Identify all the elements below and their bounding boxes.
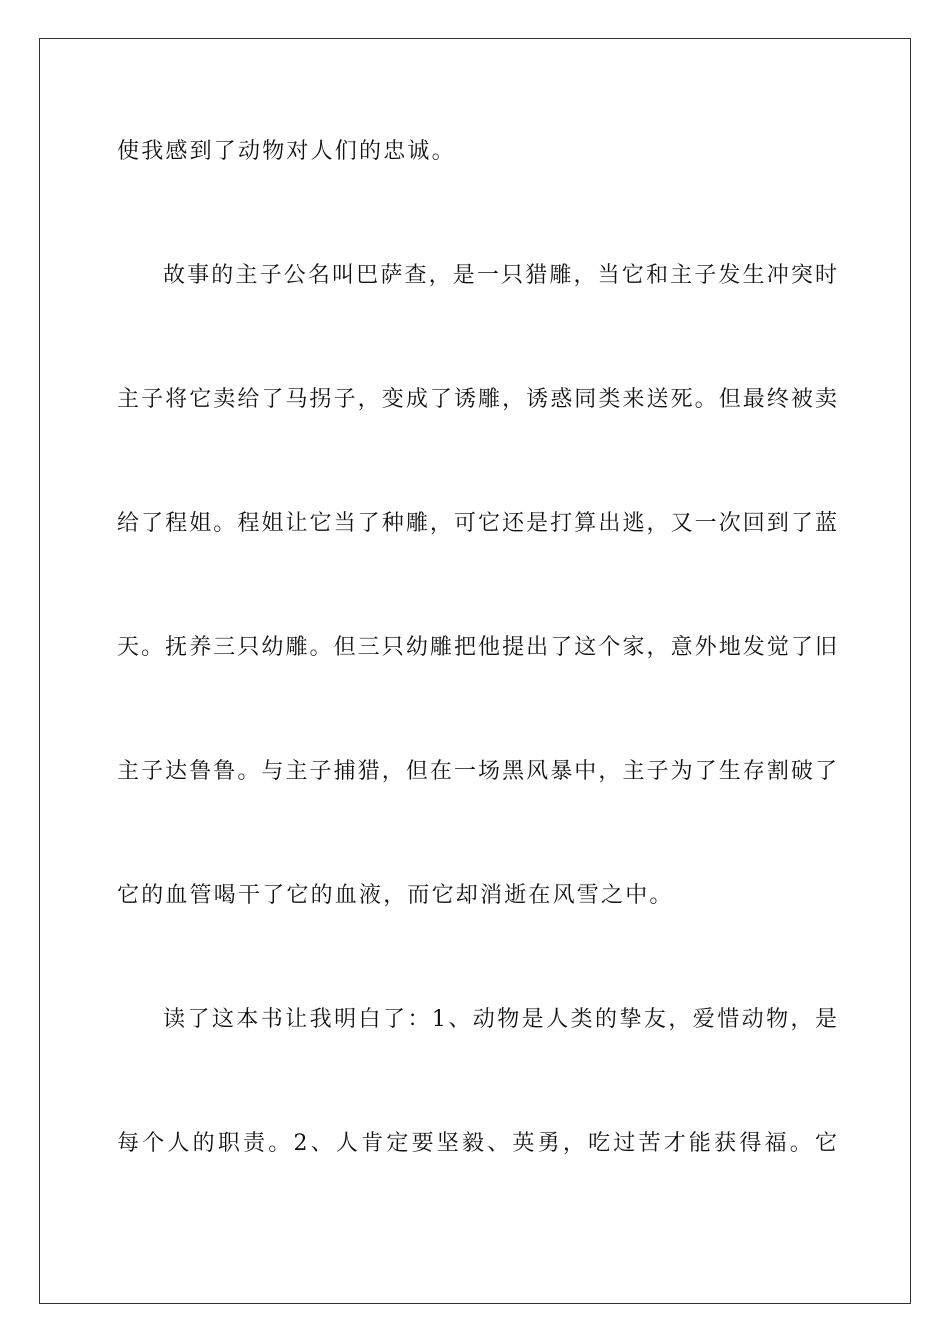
text-line-1: 使我感到了动物对人们的忠诚。 xyxy=(117,139,456,164)
text-line-8: 读了这本书让我明白了：1、动物是人类的挚友，爱惜动物，是 xyxy=(163,1007,837,1032)
page-border xyxy=(39,38,911,1304)
text-line-4: 给了程姐。程姐让它当了种雕，可它还是打算出逃，又一次回到了蓝 xyxy=(117,511,837,536)
text-line-9: 每个人的职责。2、人肯定要坚毅、英勇，吃过苦才能获得福。它 xyxy=(117,1131,837,1156)
text-line-3: 主子将它卖给了马拐子，变成了诱雕，诱惑同类来送死。但最终被卖 xyxy=(117,387,837,412)
text-line-7: 它的血管喝干了它的血液，而它却消逝在风雪之中。 xyxy=(117,883,674,908)
text-line-2: 故事的主子公名叫巴萨查，是一只猎雕，当它和主子发生冲突时 xyxy=(163,263,837,288)
text-line-5: 天。抚养三只幼雕。但三只幼雕把他提出了这个家，意外地发觉了旧 xyxy=(117,635,837,660)
text-line-6: 主子达鲁鲁。与主子捕猎，但在一场黑风暴中，主子为了生存割破了 xyxy=(117,759,837,784)
